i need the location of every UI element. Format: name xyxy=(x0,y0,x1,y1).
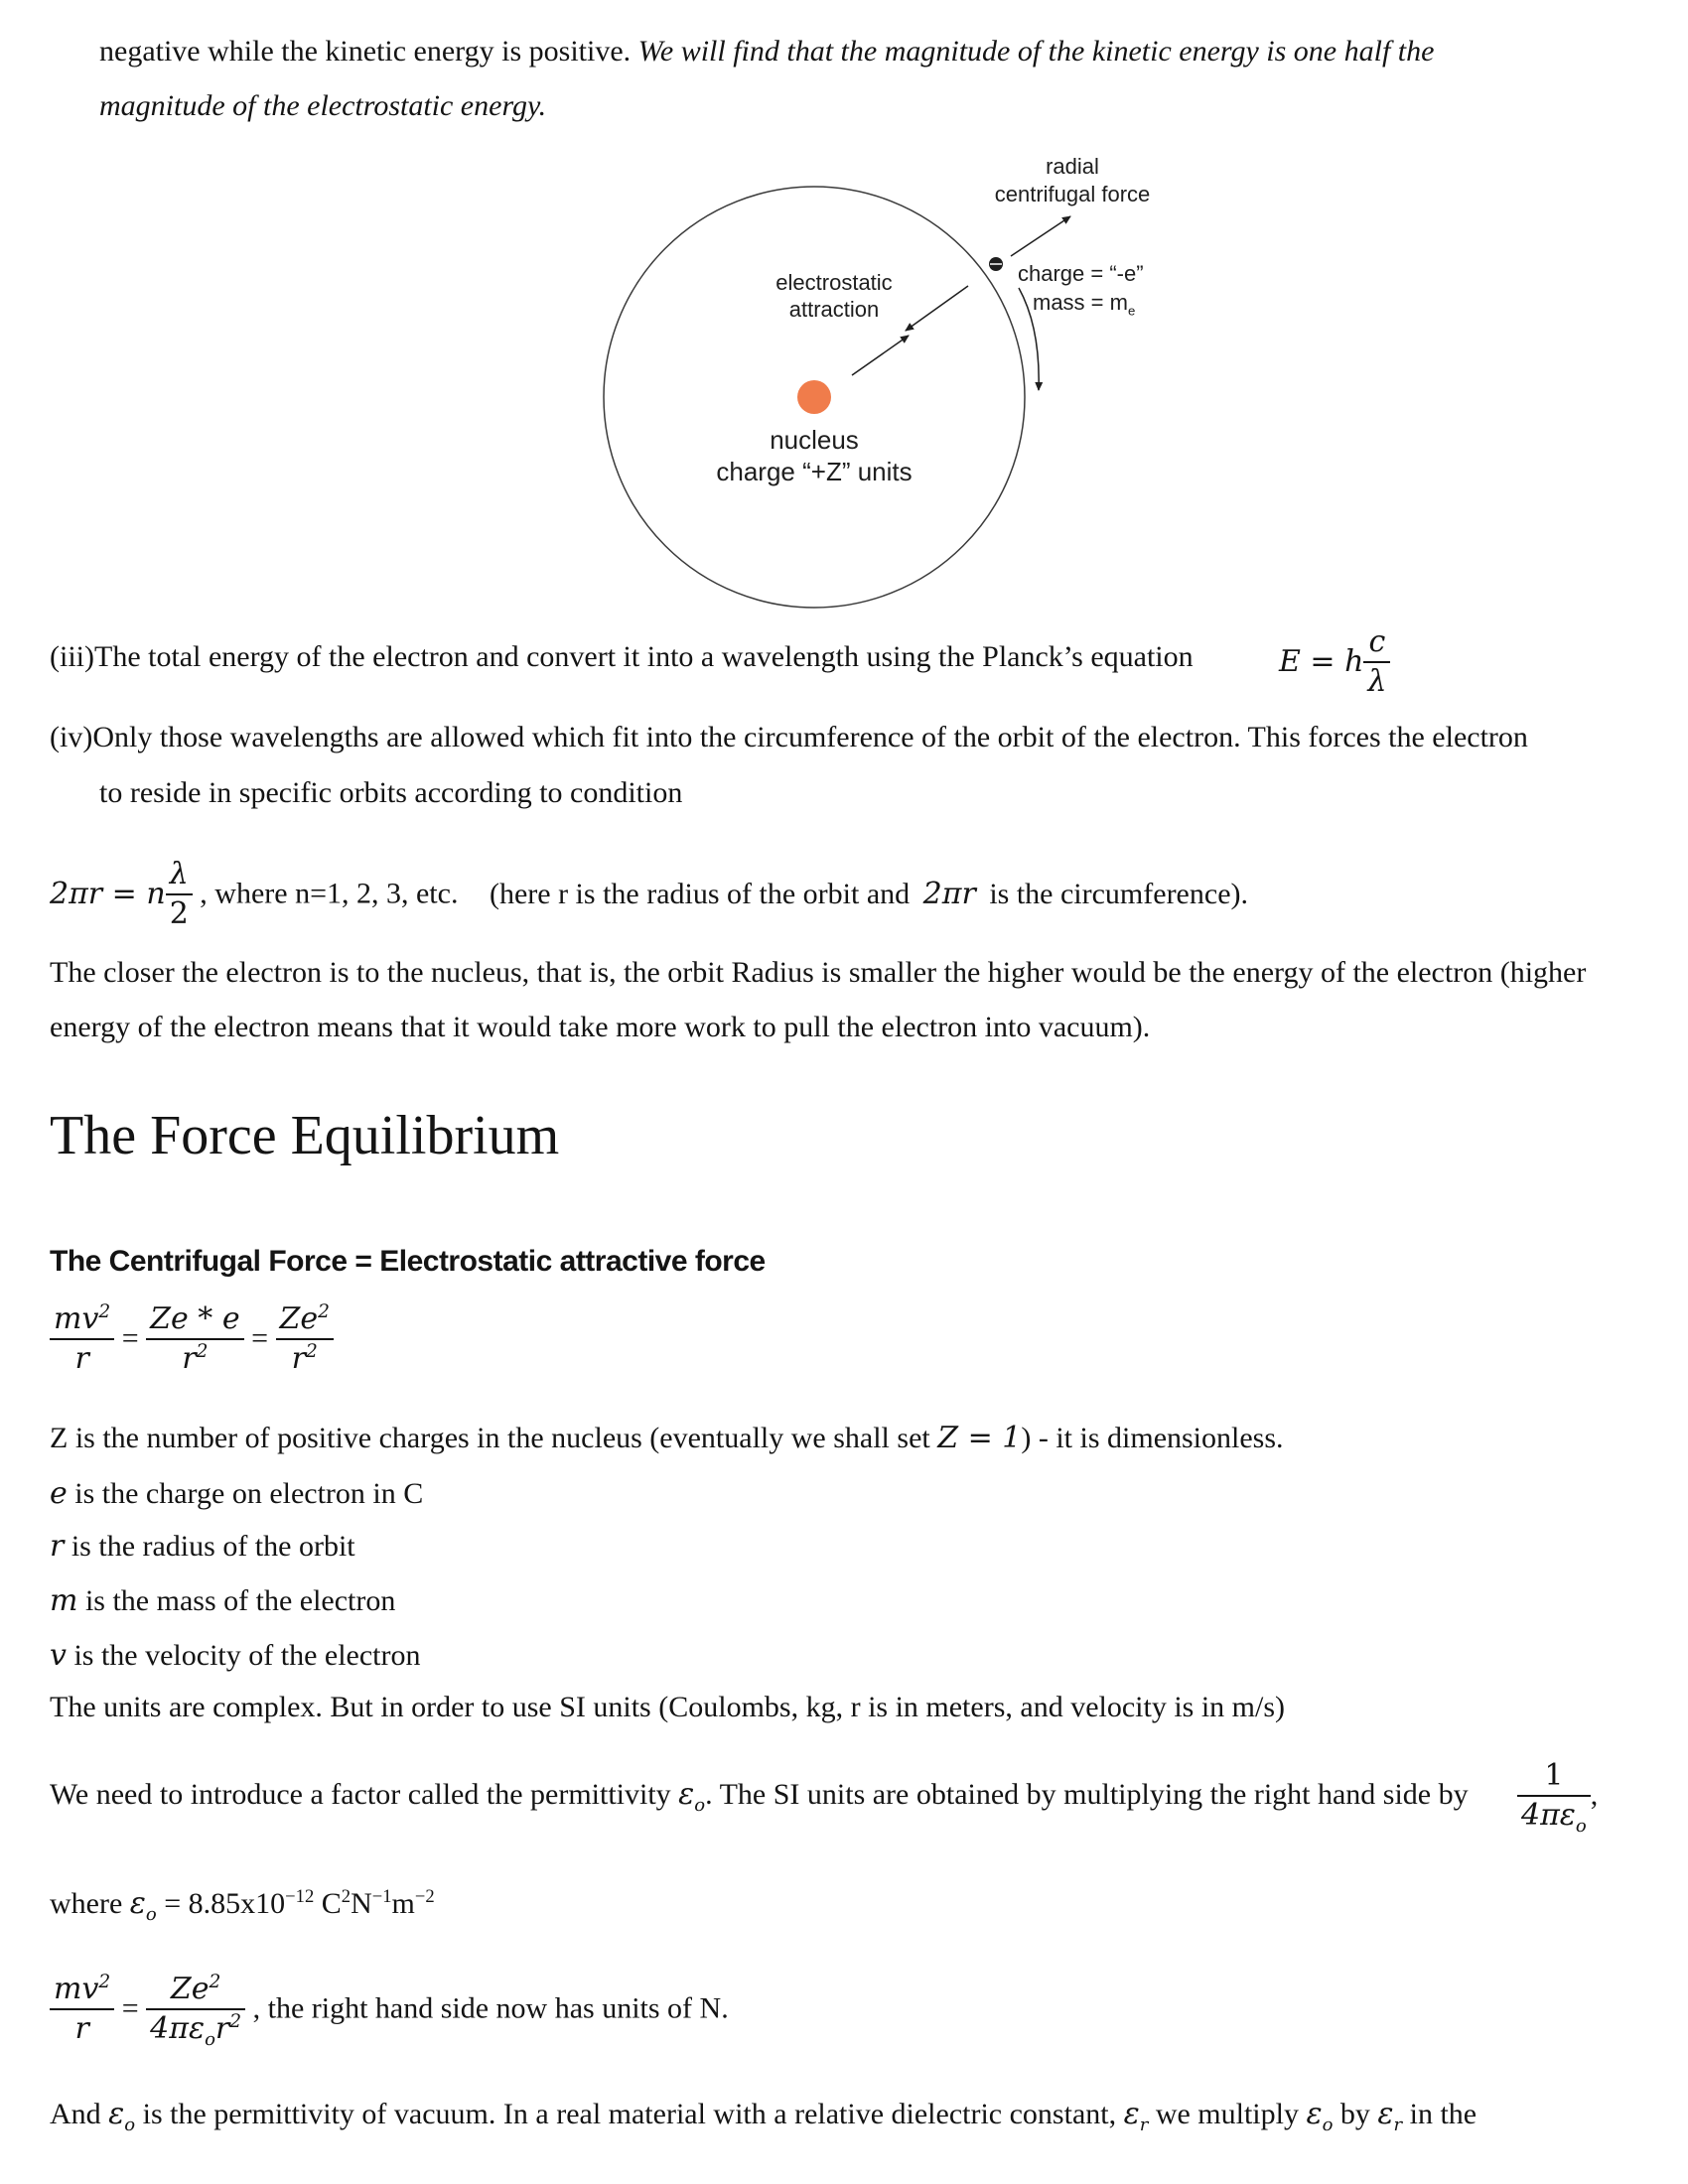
radial-label-2: centrifugal force xyxy=(994,182,1151,206)
section-heading: The Force Equilibrium xyxy=(50,1105,560,1166)
def-r: r is the radius of the orbit xyxy=(50,1529,355,1564)
force-equation-si: $\frac{mv^2}{r}$ = $\frac{Ze^2}{4\pi\varepsilon_or^2}$ , the right hand side now has units of N. xyxy=(50,1971,729,2047)
nucleus-dot xyxy=(797,380,831,414)
def-z: Z is the number of positive charges in the nucleus (eventually we shall set Z = 1) - it is dimensionless. xyxy=(50,1421,1284,1455)
planck-equation: E = h $\frac{c}{\lambda}$ xyxy=(1279,623,1390,700)
last-line: And $\varepsilon_o$ is the permittivity of vacuum. In a real material with a relative dielectric constant, $\varepsilon_r$ we multiply $\varepsilon_o$ by $\varepsilon_r$ in the xyxy=(50,2097,1477,2135)
item-iv-marker: (iv) xyxy=(50,721,93,753)
permittivity-line: We need to introduce a factor called the permittivity $\varepsilon_o$. The SI units are obtained by multiplying the right hand side by xyxy=(50,1777,1469,1816)
orbit-condition: 2πr = n $\frac{\lambda}{2}$ , where n=1, 2, 3, etc. (here r is the radius of the orbit and 2πr is the circumference). xyxy=(50,857,1248,931)
electrostatic-label-2: attraction xyxy=(788,297,880,322)
units-line: The units are complex. But in order to use SI units (Coulombs, kg, r is in meters, and velocity is in m/s) xyxy=(50,1691,1286,1723)
charge-label: charge = “-e” xyxy=(1018,261,1144,286)
item-iv-line-2: to reside in specific orbits according to condition xyxy=(99,776,683,809)
def-e: e is the charge on electron in C xyxy=(50,1476,424,1511)
radial-label-1: radial xyxy=(1046,154,1099,179)
intro-line-2: magnitude of the electrostatic energy. xyxy=(99,89,547,122)
intro-plain-text: negative while the kinetic energy is positive. xyxy=(99,35,632,68)
item-iii xyxy=(50,640,1194,674)
force-equation: $\frac{mv^2}{r}$ = $\frac{Ze * e}{r^2}$ = $\frac{Ze^2}{r^2}$ xyxy=(50,1300,334,1377)
def-v: v is the velocity of the electron xyxy=(50,1638,421,1673)
attraction-arrow-inward xyxy=(906,286,968,331)
nucleus-label-2: charge “+Z” units xyxy=(716,457,913,486)
permittivity-value: where $\varepsilon_o = 8.85x10^{-12}$ $C^2N^{-1}m^{-2}$ xyxy=(50,1886,435,1925)
intro-italic-text: We will find that the magnitude of the kinetic energy is one half the xyxy=(637,35,1435,68)
item-iii-marker: (iii) xyxy=(50,640,94,673)
permittivity-factor: $\frac{1}{4\pi\varepsilon_o}$ , xyxy=(1517,1757,1598,1834)
attraction-arrow-outward xyxy=(852,336,909,375)
subheading: The Centrifugal Force = Electrostatic attractive force xyxy=(50,1245,766,1278)
electrostatic-label-1: electrostatic xyxy=(775,270,893,295)
def-m: m is the mass of the electron xyxy=(50,1583,396,1618)
item-iii-text: The total energy of the electron and convert it into a wavelength using the Planck’s equation xyxy=(94,640,1194,673)
closer-para-line-2: energy of the electron means that it would take more work to pull the electron into vacuum). xyxy=(50,1011,1151,1043)
item-iv-line-1: (iv)Only those wavelengths are allowed which fit into the circumference of the orbit of the electron. This forces the electron xyxy=(50,721,1528,753)
mass-label: mass = $m_e$ xyxy=(1033,290,1136,319)
closer-para-line-1: The closer the electron is to the nucleus, that is, the orbit Radius is smaller the higher would be the energy of the electron (higher xyxy=(50,956,1587,989)
centrifugal-arrow xyxy=(1011,216,1070,256)
nucleus-label-1: nucleus xyxy=(770,425,859,455)
